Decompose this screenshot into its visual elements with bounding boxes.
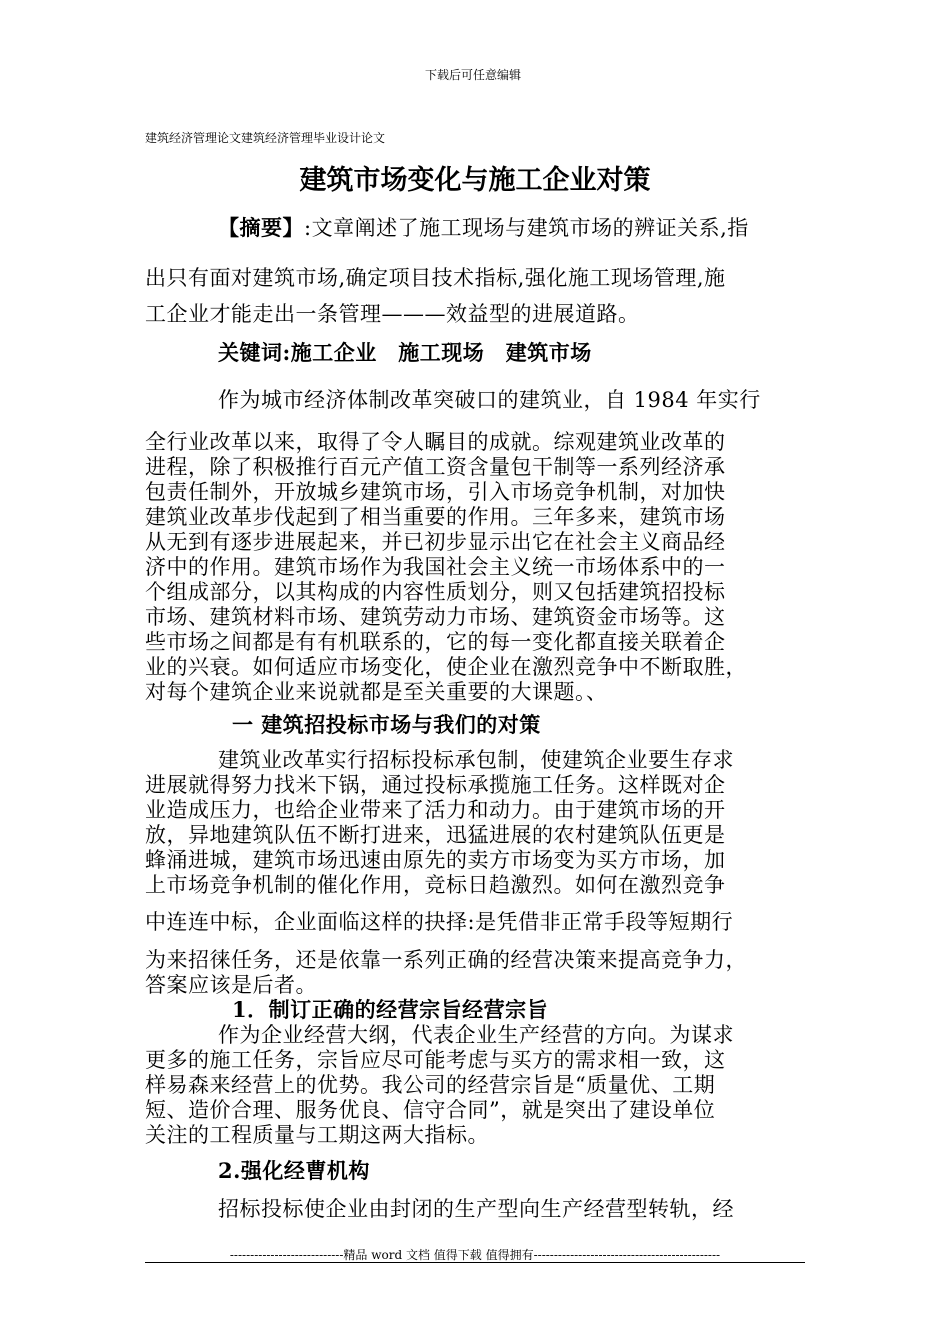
section-heading: 一 建筑招投标市场与我们的对策 — [232, 712, 541, 737]
sub1-line: 样易森来经营上的优势。我公司的经营宗旨是“质量优、工期 — [145, 1073, 716, 1097]
intro-line: 包责任制外，开放城乡建筑市场，引入市场竞争机制，对加快 — [145, 480, 726, 504]
intro-line: 业的兴衰。如何适应市场变化，使企业在激烈竞争中不断取胜， — [145, 655, 747, 679]
category-line: 建筑经济管理论文建筑经济管理毕业设计论文 — [145, 131, 386, 145]
intro-line: 从无到有逐步进展起来，并已初步显示出它在社会主义商品经 — [145, 530, 726, 554]
sub1-line: 作为企业经营大纲，代表企业生产经营的方向。为谋求 — [218, 1023, 734, 1047]
section1-line: 答案应该是后者。 — [145, 973, 317, 997]
abstract-line-2: 出只有面对建筑市场,确定项目技术指标,强化施工现场管理,施 — [145, 266, 726, 290]
intro-line: 作为城市经济体制改革突破口的建筑业，自 1984 年实行 — [218, 388, 761, 412]
keywords: 关键词:施工企业 施工现场 建筑市场 — [218, 340, 592, 365]
section1-line: 为来招徕任务，还是依靠一系列正确的经营决策来提高竞争力， — [145, 948, 747, 972]
intro-line: 全行业改革以来，取得了令人瞩目的成就。综观建筑业改革的 — [145, 430, 726, 454]
abstract-text: :文章阐述了施工现场与建筑市场的辨证关系,指 — [304, 216, 749, 240]
intro-line: 建筑业改革步伐起到了相当重要的作用。三年多来，建筑市场 — [145, 505, 726, 529]
abstract-line-1 — [218, 212, 749, 242]
abstract-label: 【摘要】 — [218, 215, 304, 240]
intro-line: 济中的作用。建筑市场作为我国社会主义统一市场体系中的一 — [145, 555, 726, 579]
sub2-line: 招标投标使企业由封闭的生产型向生产经营型转轨，经 — [218, 1197, 734, 1221]
section1-line: 放，异地建筑队伍不断打进来，迅猛进展的农村建筑队伍更是 — [145, 823, 726, 847]
section1-line: 中连连中标，企业面临这样的抉择:是凭借非正常手段等短期行 — [145, 910, 734, 934]
document-title: 建筑市场变化与施工企业对策 — [299, 165, 651, 196]
section1-line: 蜂涌进城，建筑市场迅速由原先的卖方市场变为买方市场，加 — [145, 848, 726, 872]
sub1-line: 更多的施工任务，宗旨应尽可能考虑与买方的需求相一致，这 — [145, 1048, 726, 1072]
top-note: 下载后可任意编辑 — [425, 68, 522, 82]
subsection-heading: 2.强化经曹机构 — [218, 1158, 370, 1183]
section1-line: 进展就得努力找米下锅，通过投标承揽施工任务。这样既对企 — [145, 773, 726, 797]
section1-line: 上市场竞争机制的催化作用，竞标日趋激烈。如何在激烈竞争 — [145, 873, 726, 897]
footer-text: ----------------------------精品 word 文档 值得下载 值得拥有---------------------------------------------- — [229, 1248, 721, 1262]
section1-line: 建筑业改革实行招标投标承包制，使建筑企业要生存求 — [218, 748, 734, 772]
section1-line: 业造成压力，也给企业带来了活力和动力。由于建筑市场的开 — [145, 798, 726, 822]
footer-divider — [145, 1262, 805, 1263]
sub1-line: 短、造价合理、服务优良、信守合同”，就是突出了建设单位 — [145, 1098, 716, 1122]
intro-line: 市场、建筑材料市场、建筑劳动力市场、建筑资金市场等。这 — [145, 605, 726, 629]
intro-line: 进程，除了积极推行百元产值工资含量包干制等一系列经济承 — [145, 455, 726, 479]
sub1-line: 关注的工程质量与工期这两大指标。 — [145, 1123, 489, 1147]
intro-line: 些市场之间都是有有机联系的，它的每一变化都直接关联着企 — [145, 630, 726, 654]
subsection-heading: 1．制订正确的经营宗旨经营宗旨 — [232, 997, 549, 1022]
intro-line: 个组成部分，以其构成的内容性质划分，则又包括建筑招投标 — [145, 580, 726, 604]
abstract-line-3: 工企业才能走出一条管理———效益型的进展道路。 — [145, 302, 640, 326]
intro-line: 对每个建筑企业来说就都是至关重要的大课题。、 — [145, 680, 608, 704]
